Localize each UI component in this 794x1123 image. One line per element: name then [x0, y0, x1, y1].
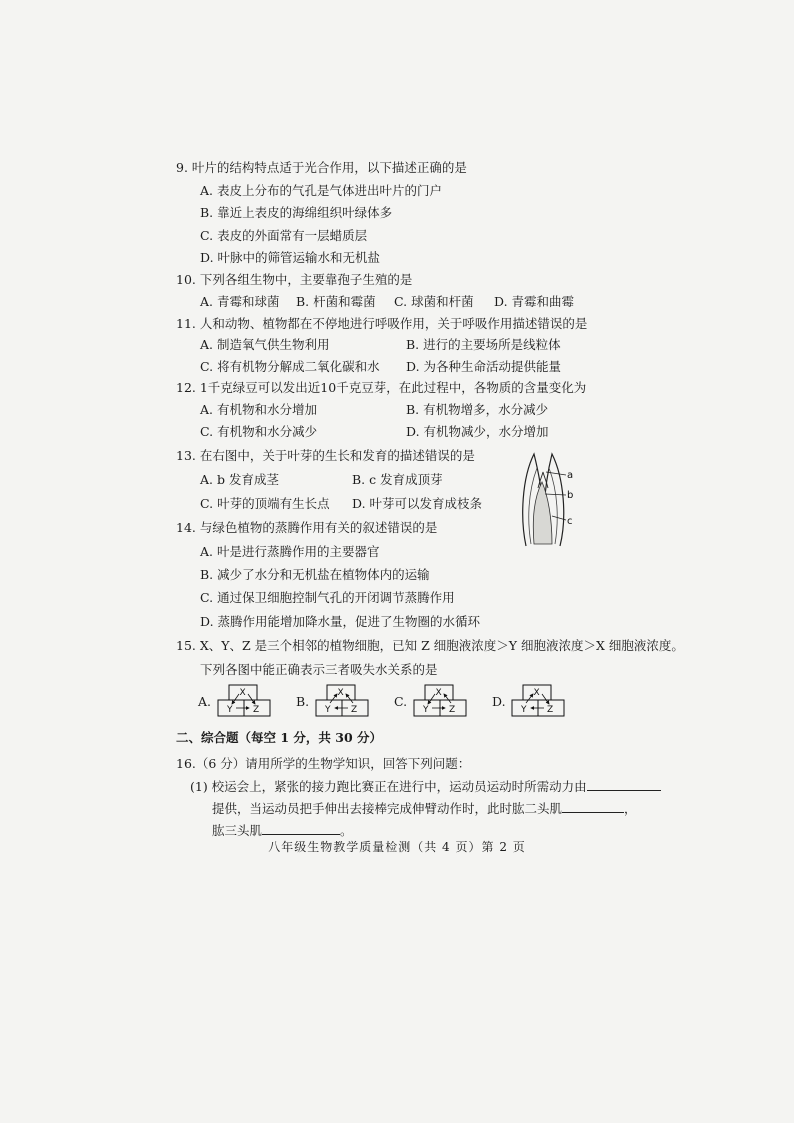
q16-stem: 16.（6 分）请用所学的生物学知识，回答下列问题：	[176, 756, 471, 771]
comma: ，	[624, 801, 637, 816]
q16-part1-line1	[190, 778, 661, 795]
cell-z: Z	[351, 705, 358, 715]
label-a: a	[567, 470, 574, 481]
period: 。	[340, 823, 353, 838]
q12-option-a: A. 有机物和水分增加	[200, 402, 317, 417]
label-b: b	[567, 490, 574, 501]
q13-option-d: D. 叶芽可以发育成枝条	[352, 496, 483, 511]
q12-stem: 12. 1千克绿豆可以发出近10千克豆芽，在此过程中，各物质的含量变化为	[176, 380, 587, 395]
cell-diagram-d	[511, 684, 565, 718]
q16-part1-text-c: 肱三头肌	[212, 823, 263, 838]
q13-option-c: C. 叶芽的顶端有生长点	[200, 496, 330, 511]
q10-option-b: B. 杆菌和霉菌	[296, 294, 376, 309]
cell-y: Y	[325, 705, 331, 715]
cell-diagram-c	[413, 684, 467, 718]
cell-y: Y	[423, 705, 429, 715]
q16-part1-text-b: 提供，当运动员把手伸出去接棒完成伸臂动作时，此时肱二头肌	[212, 801, 563, 816]
q9-option-a: A. 表皮上分布的气孔是气体进出叶片的门户	[200, 183, 442, 198]
q16-part1-line3	[212, 822, 353, 839]
q12-option-c: C. 有机物和水分减少	[200, 424, 318, 439]
q11-option-d: D. 为各种生命活动提供能量	[406, 359, 562, 374]
cell-diagram-b	[315, 684, 369, 718]
cell-x: X	[533, 688, 540, 698]
q12-option-d: D. 有机物减少，水分增加	[406, 424, 549, 439]
q10-option-a: A. 青霉和球菌	[200, 294, 280, 309]
cell-z: Z	[547, 705, 554, 715]
section-2-title: 二、综合题（每空 1 分，共 30 分）	[176, 730, 383, 745]
q14-stem: 14. 与绿色植物的蒸腾作用有关的叙述错误的是	[176, 520, 438, 535]
answer-blank-2[interactable]	[562, 800, 624, 813]
q11-option-b: B. 进行的主要场所是线粒体	[406, 337, 561, 352]
q13-option-b: B. c 发育成顶芽	[352, 472, 443, 487]
q11-stem: 11. 人和动物、植物都在不停地进行呼吸作用，关于呼吸作用描述错误的是	[176, 316, 588, 331]
cell-x: X	[337, 688, 344, 698]
answer-blank-3[interactable]	[262, 822, 340, 835]
answer-blank-1[interactable]	[587, 778, 661, 791]
q9-option-d: D. 叶脉中的筛管运输水和无机盐	[200, 250, 381, 265]
q14-option-b: B. 减少了水分和无机盐在植物体内的运输	[200, 567, 430, 582]
cell-x: X	[435, 688, 442, 698]
q14-option-c: C. 通过保卫细胞控制气孔的开闭调节蒸腾作用	[200, 590, 455, 605]
q9-option-c: C. 表皮的外面常有一层蜡质层	[200, 228, 368, 243]
cell-y: Y	[521, 705, 527, 715]
q16-part1-text-a: (1) 校运会上，紧张的接力跑比赛正在进行中，运动员运动时所需动力由	[190, 779, 587, 794]
q13-stem: 13. 在右图中，关于叶芽的生长和发育的描述错误的是	[176, 448, 475, 463]
q16-part1-line2	[212, 800, 637, 817]
q14-option-d: D. 蒸腾作用能增加降水量，促进了生物圈的水循环	[200, 614, 481, 629]
cell-x: X	[239, 688, 246, 698]
q15-option-d: D.	[492, 694, 506, 709]
q15-option-c: C.	[394, 694, 408, 709]
q9-option-b: B. 靠近上表皮的海绵组织叶绿体多	[200, 205, 393, 220]
q11-option-a: A. 制造氧气供生物利用	[200, 337, 330, 352]
q10-option-c: C. 球菌和杆菌	[394, 294, 474, 309]
q15-stem: 15. X、Y、Z 是三个相邻的植物细胞，已知 Z 细胞液浓度＞Y 细胞液浓度＞X 细胞液浓度。	[176, 638, 684, 653]
q12-option-b: B. 有机物增多，水分减少	[406, 402, 549, 417]
cell-diagram-a	[217, 684, 271, 718]
q15-option-b: B.	[296, 694, 310, 709]
q10-option-d: D. 青霉和曲霉	[494, 294, 575, 309]
leaf-bud-diagram	[512, 448, 582, 548]
q15-option-a: A.	[198, 694, 212, 709]
q15-stem-2: 下列各图中能正确表示三者吸失水关系的是	[200, 662, 438, 677]
q10-stem: 10. 下列各组生物中，主要靠孢子生殖的是	[176, 272, 413, 287]
q9-stem: 9. 叶片的结构特点适于光合作用，以下描述正确的是	[176, 160, 467, 175]
label-c: c	[567, 516, 573, 527]
cell-z: Z	[253, 705, 260, 715]
cell-z: Z	[449, 705, 456, 715]
page-footer: 八年级生物教学质量检测（共 4 页）第 2 页	[268, 840, 526, 854]
q13-option-a: A. b 发育成茎	[200, 472, 279, 487]
q14-option-a: A. 叶是进行蒸腾作用的主要器官	[200, 544, 380, 559]
q11-option-c: C. 将有机物分解成二氧化碳和水	[200, 359, 380, 374]
cell-y: Y	[227, 705, 233, 715]
